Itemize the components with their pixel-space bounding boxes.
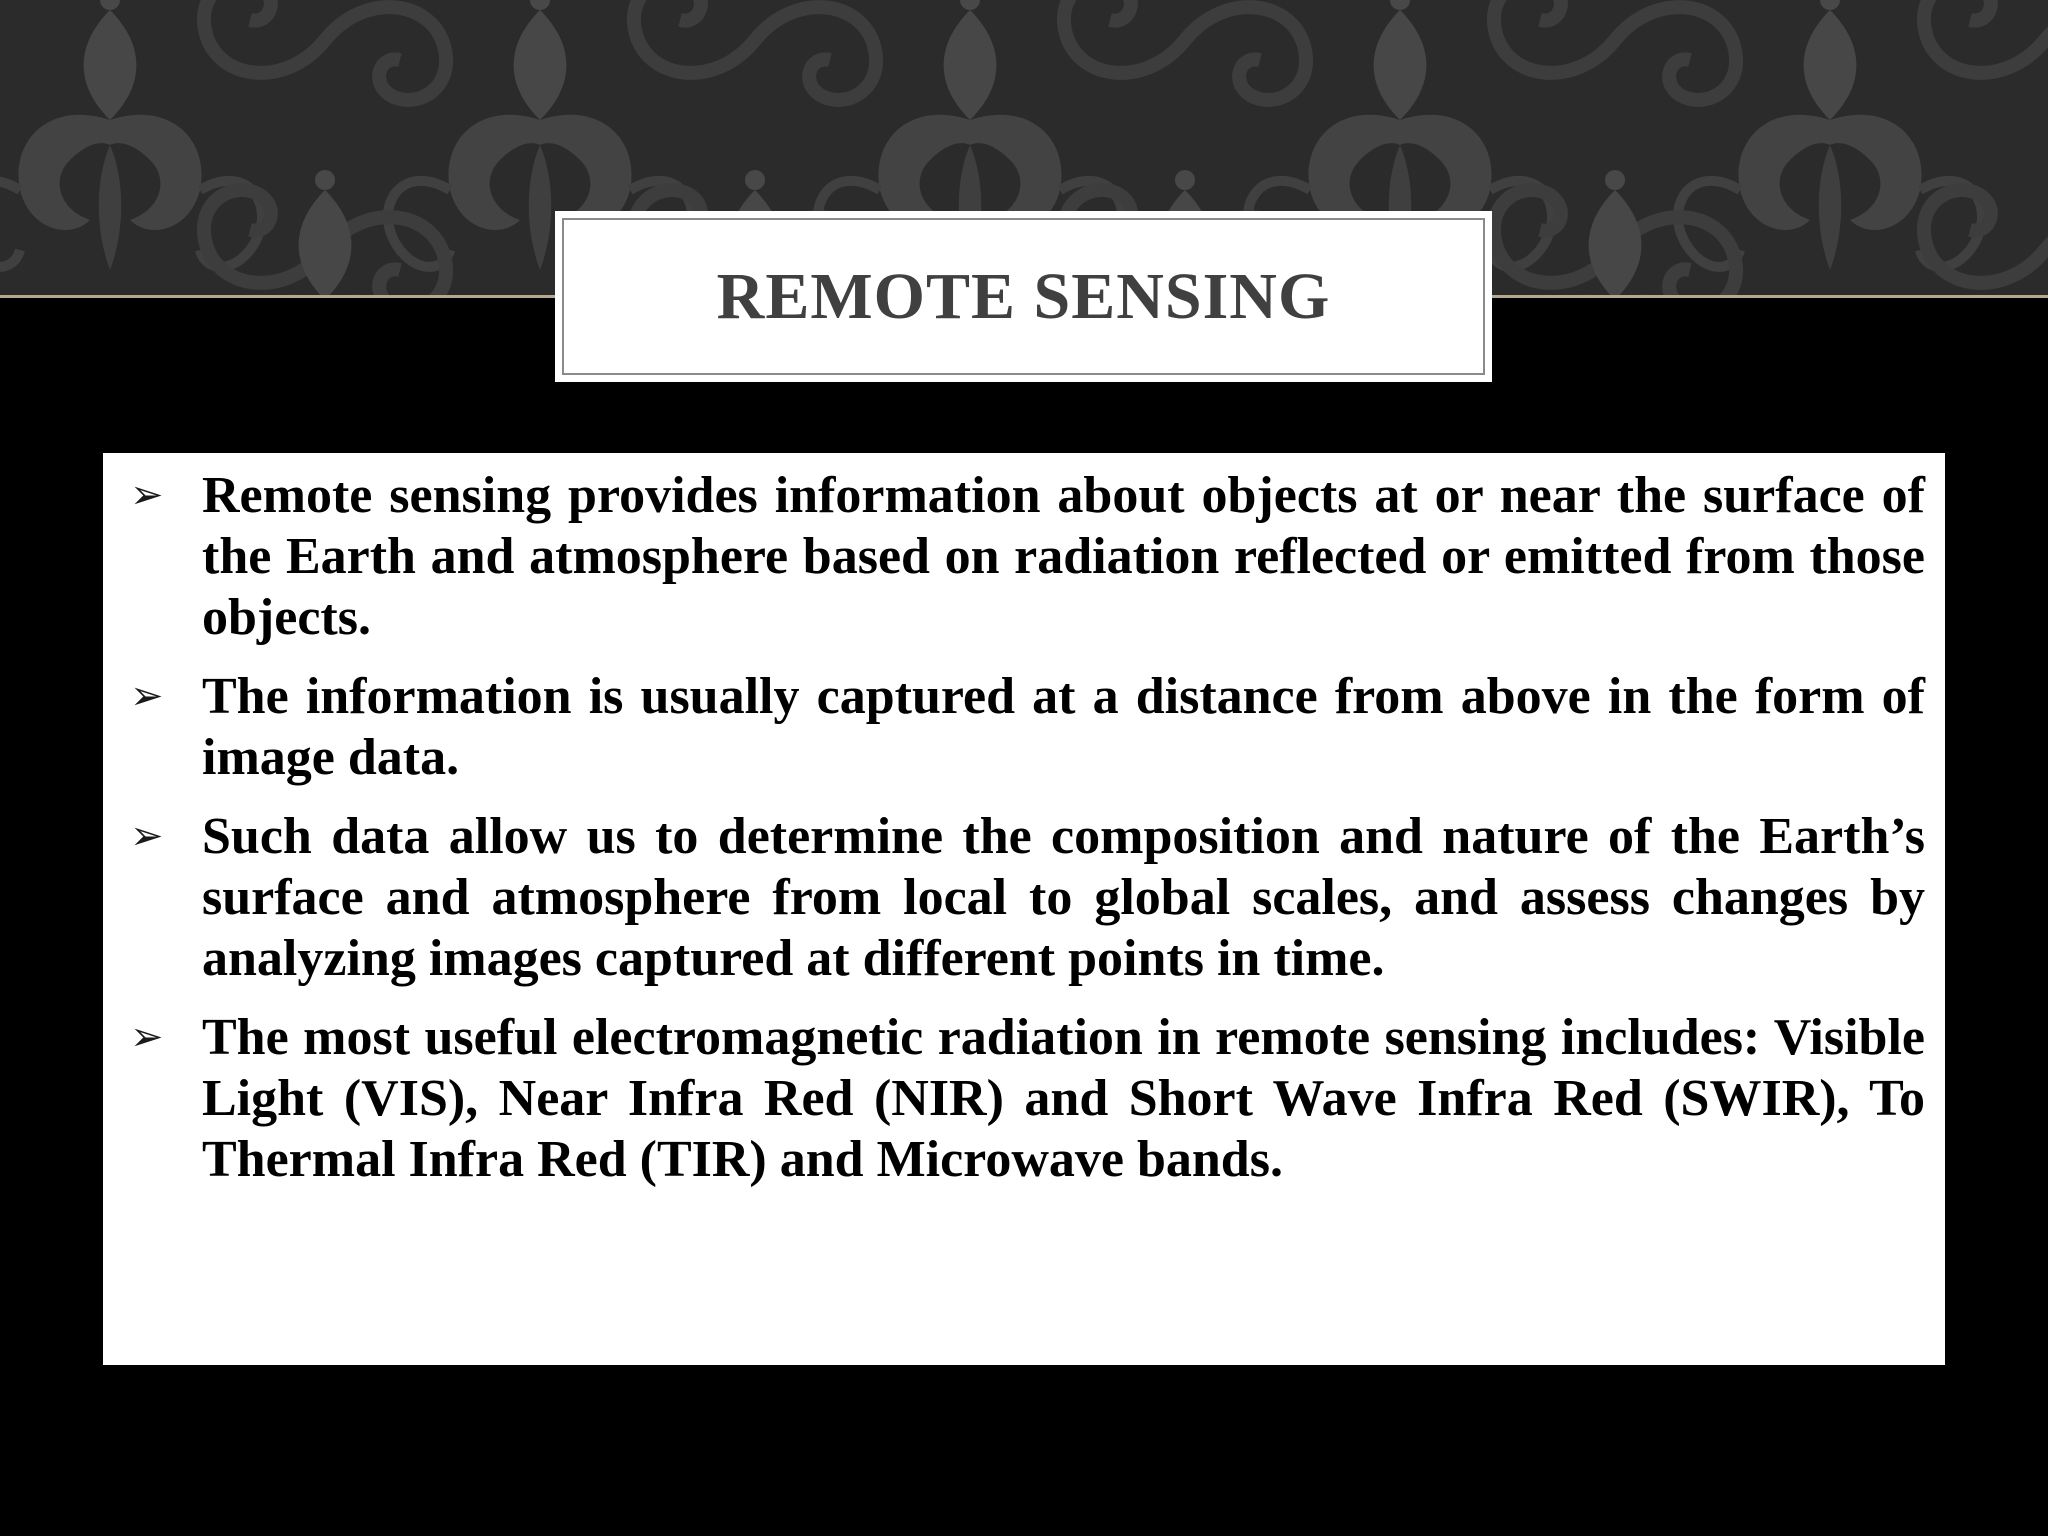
bullet-text: Such data allow us to determine the composition and nature of the Earth’s surface and atmosphere from local to global scales, and assess changes by analyzing images captured at different points in time. (202, 808, 1925, 987)
bullet-item (128, 1007, 1925, 1190)
bullet-item (128, 666, 1925, 788)
bullet-text: The information is usually captured at a distance from above in the form of image data. (202, 668, 1925, 786)
arrowhead-bullet-icon: ➢ (130, 472, 164, 518)
bullet-item (128, 465, 1925, 648)
content-panel (103, 453, 1945, 1365)
slide-title: REMOTE SENSING (716, 259, 1331, 333)
title-box (555, 211, 1492, 382)
arrowhead-bullet-icon: ➢ (130, 813, 164, 859)
bullet-text: The most useful electromagnetic radiation in remote sensing includes: Visible Light (VIS), Near Infra Red (NIR) and Short Wave Infra Red (SWIR), To Thermal Infra Red (TIR) and Microwave bands. (202, 1009, 1925, 1188)
bullet-item (128, 806, 1925, 989)
arrowhead-bullet-icon: ➢ (130, 1014, 164, 1060)
bullet-text: Remote sensing provides information about objects at or near the surface of the Earth and atmosphere based on radiation reflected or emitted from those objects. (202, 467, 1925, 646)
arrowhead-bullet-icon: ➢ (130, 673, 164, 719)
bullet-list (128, 465, 1925, 1190)
